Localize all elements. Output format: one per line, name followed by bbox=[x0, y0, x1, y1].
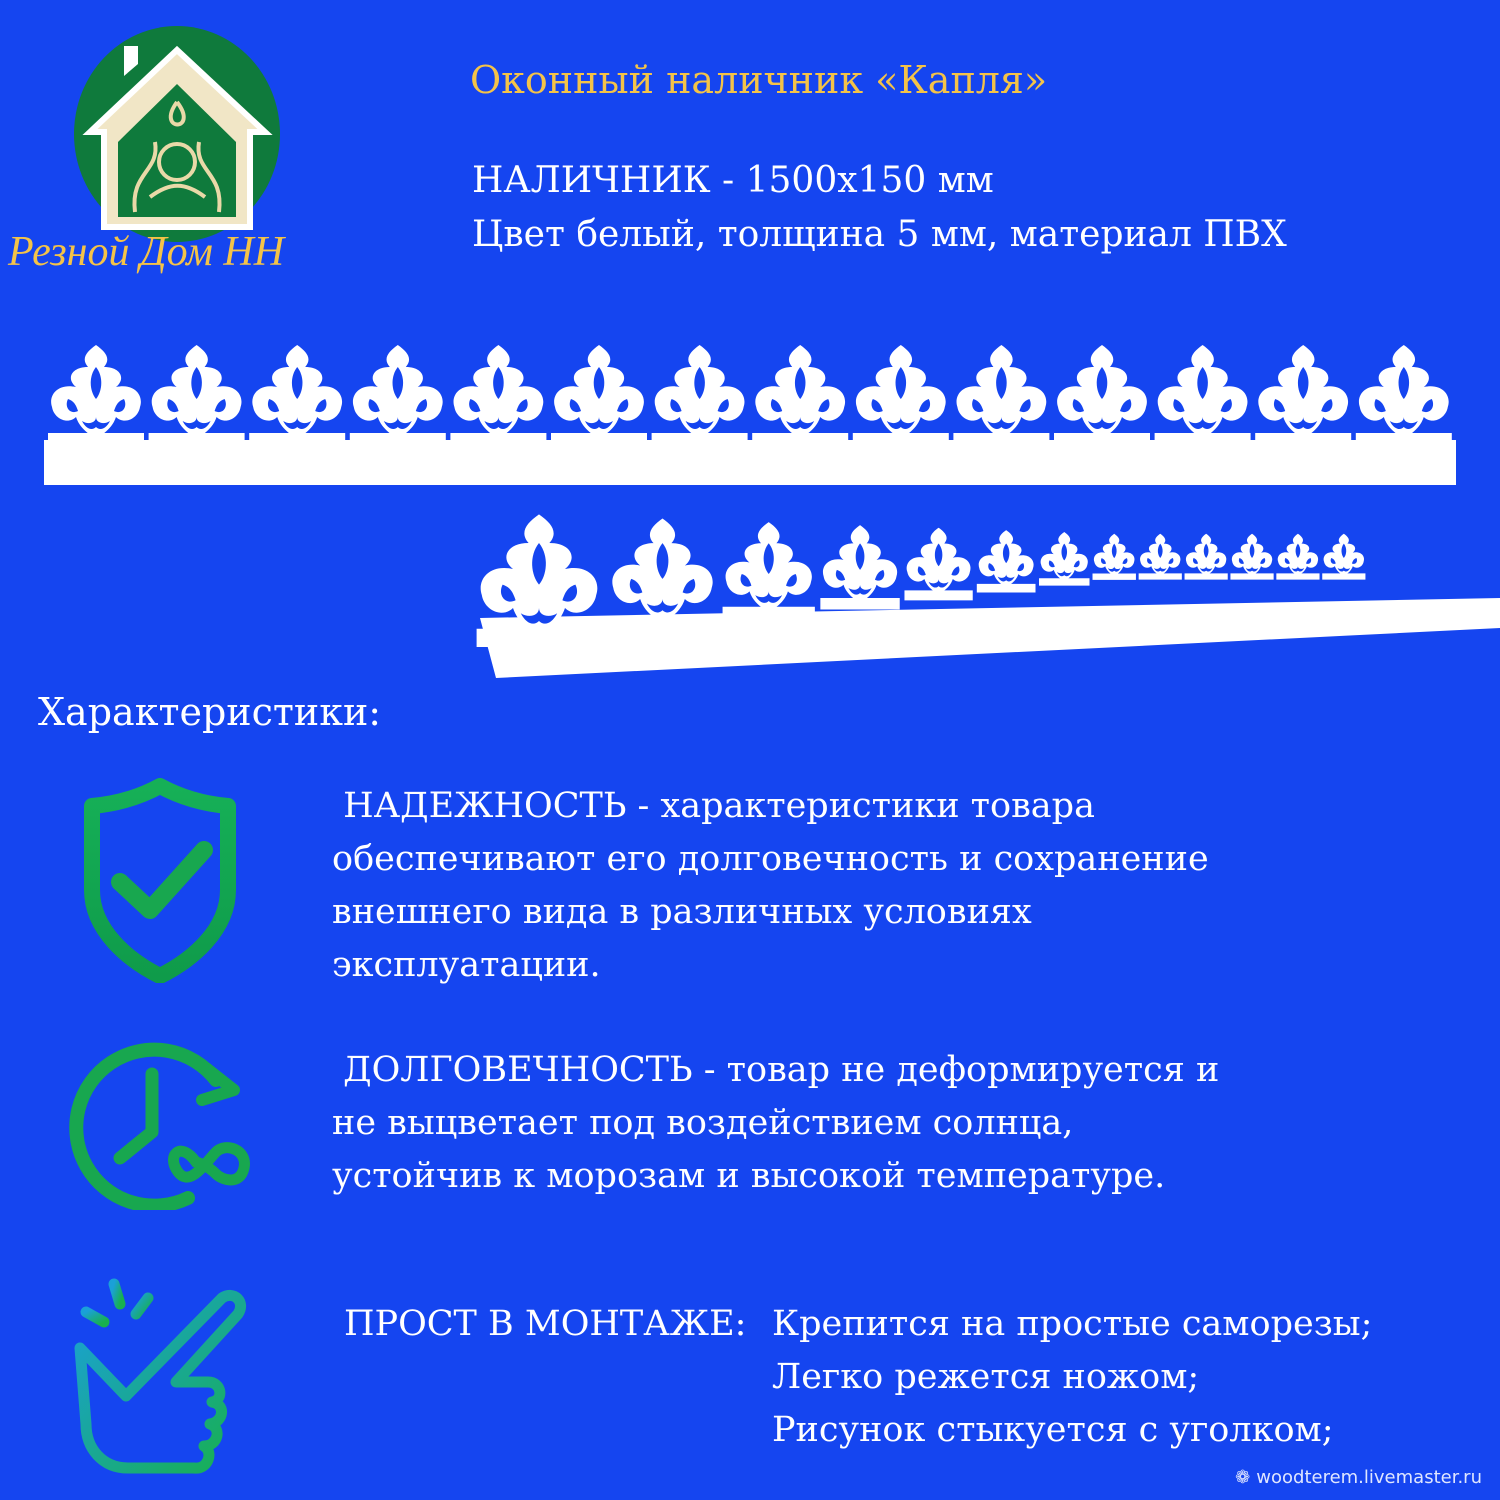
shield-check-icon bbox=[80, 778, 240, 983]
spec-material: Цвет белый, толщина 5 мм, материал ПВХ bbox=[472, 214, 1287, 255]
install-item: Легко режется ножом; bbox=[772, 1357, 1200, 1397]
characteristics-heading: Характеристики: bbox=[38, 690, 382, 734]
trim-motif bbox=[723, 522, 815, 620]
install-item: Крепится на простые саморезы; bbox=[772, 1304, 1373, 1344]
feature-line: устойчив к морозам и высокой температуре. bbox=[332, 1156, 1166, 1196]
install-item: Рисунок стыкуется с уголком; bbox=[772, 1410, 1334, 1450]
trim-motif bbox=[1054, 345, 1150, 447]
trim-motif bbox=[48, 345, 144, 447]
feature-line: ДОЛГОВЕЧНОСТЬ - товар не деформируется и bbox=[332, 1050, 1220, 1090]
spec-size: НАЛИЧНИК - 1500х150 мм bbox=[472, 160, 994, 201]
trim-motif bbox=[853, 345, 949, 447]
trim-motif bbox=[1356, 345, 1452, 447]
trim-motif bbox=[652, 345, 748, 447]
feature-line: обеспечивают его долговечность и сохранение bbox=[332, 839, 1209, 879]
watermark bbox=[1235, 1467, 1482, 1488]
trim-strip-perspective bbox=[460, 500, 1500, 685]
trim-motif bbox=[1139, 534, 1182, 580]
trim-motif bbox=[1255, 345, 1351, 447]
feature-line: внешнего вида в различных условиях bbox=[332, 892, 1032, 932]
livemaster-flower-icon: ❁ bbox=[1235, 1467, 1251, 1488]
trim-motif bbox=[752, 345, 848, 447]
feature-line: не выцветает под воздействием солнца, bbox=[332, 1103, 1074, 1143]
feature-line: эксплуатации. bbox=[332, 945, 601, 985]
feature-line: НАДЕЖНОСТЬ - характеристики товара bbox=[332, 786, 1095, 826]
trim-motif bbox=[904, 528, 972, 601]
trim-motif bbox=[1093, 534, 1136, 580]
product-title: Оконный наличник «Капля» bbox=[470, 58, 1048, 102]
install-row bbox=[332, 1351, 1492, 1404]
trim-motif bbox=[1230, 534, 1273, 580]
trim-motif bbox=[350, 345, 446, 447]
trim-motif bbox=[1155, 345, 1251, 447]
trim-strip-front bbox=[40, 335, 1460, 490]
trim-motif bbox=[1322, 534, 1365, 580]
trim-motif bbox=[1185, 534, 1228, 580]
brand-name: Резной Дом НН bbox=[8, 229, 285, 275]
hand-check-icon bbox=[66, 1278, 256, 1478]
feature-installation bbox=[332, 1298, 1492, 1457]
trim-motif bbox=[953, 345, 1049, 447]
trim-motif bbox=[149, 345, 245, 447]
trim-motif bbox=[820, 525, 899, 609]
watermark-text: woodterem.livemaster.ru bbox=[1256, 1467, 1482, 1488]
trim-motif bbox=[450, 345, 546, 447]
trim-motif bbox=[249, 345, 345, 447]
clock-infinity-icon bbox=[66, 1040, 266, 1210]
feature-reliability bbox=[332, 780, 1452, 992]
install-row bbox=[332, 1404, 1492, 1457]
trim-motif bbox=[1039, 532, 1089, 586]
trim-motif bbox=[977, 530, 1036, 592]
install-lead: ПРОСТ В МОНТАЖЕ: bbox=[344, 1304, 747, 1344]
feature-durability bbox=[332, 1044, 1452, 1203]
install-row bbox=[332, 1298, 1492, 1351]
trim-motif bbox=[1276, 534, 1319, 580]
trim-motif bbox=[551, 345, 647, 447]
